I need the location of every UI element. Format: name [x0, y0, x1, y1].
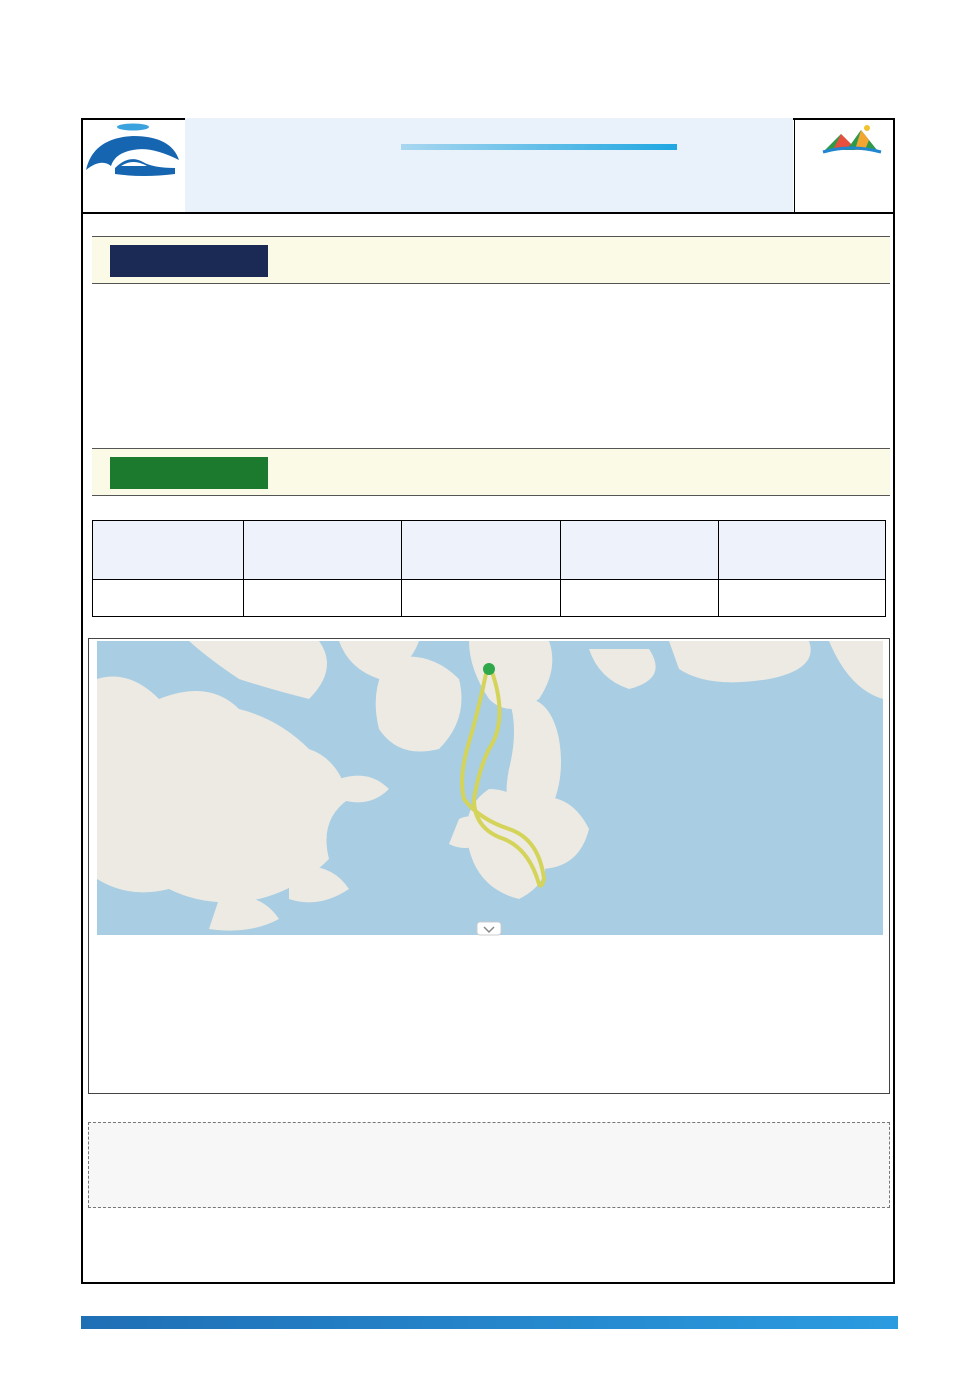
result-section	[92, 448, 890, 496]
header-avg	[560, 521, 719, 580]
header-category	[93, 521, 244, 580]
result-label	[110, 457, 268, 489]
footer-bar	[81, 1316, 898, 1329]
cell-date	[93, 580, 244, 617]
title-area	[185, 118, 793, 212]
expo-logo	[794, 118, 895, 212]
header-min	[243, 521, 402, 580]
route-map	[89, 639, 889, 1093]
info-cycle	[96, 383, 256, 407]
header-nuclide	[719, 521, 886, 580]
week-underline	[401, 144, 677, 150]
table-row	[93, 580, 886, 617]
status-label	[110, 245, 268, 277]
cell-avg	[560, 580, 719, 617]
cell-min	[243, 580, 402, 617]
results-table	[92, 520, 886, 617]
info-date	[96, 302, 256, 326]
report-header	[81, 118, 895, 214]
notes-box	[88, 1122, 890, 1208]
cell-max	[402, 580, 561, 617]
header-max	[402, 521, 561, 580]
table-header-row	[93, 521, 886, 580]
yeosu-logo	[81, 118, 186, 212]
status-section	[92, 236, 890, 284]
info-location	[96, 342, 256, 366]
map-chart-panel	[88, 638, 890, 1094]
cell-nuclide	[719, 580, 886, 617]
ship-icon	[483, 663, 495, 675]
